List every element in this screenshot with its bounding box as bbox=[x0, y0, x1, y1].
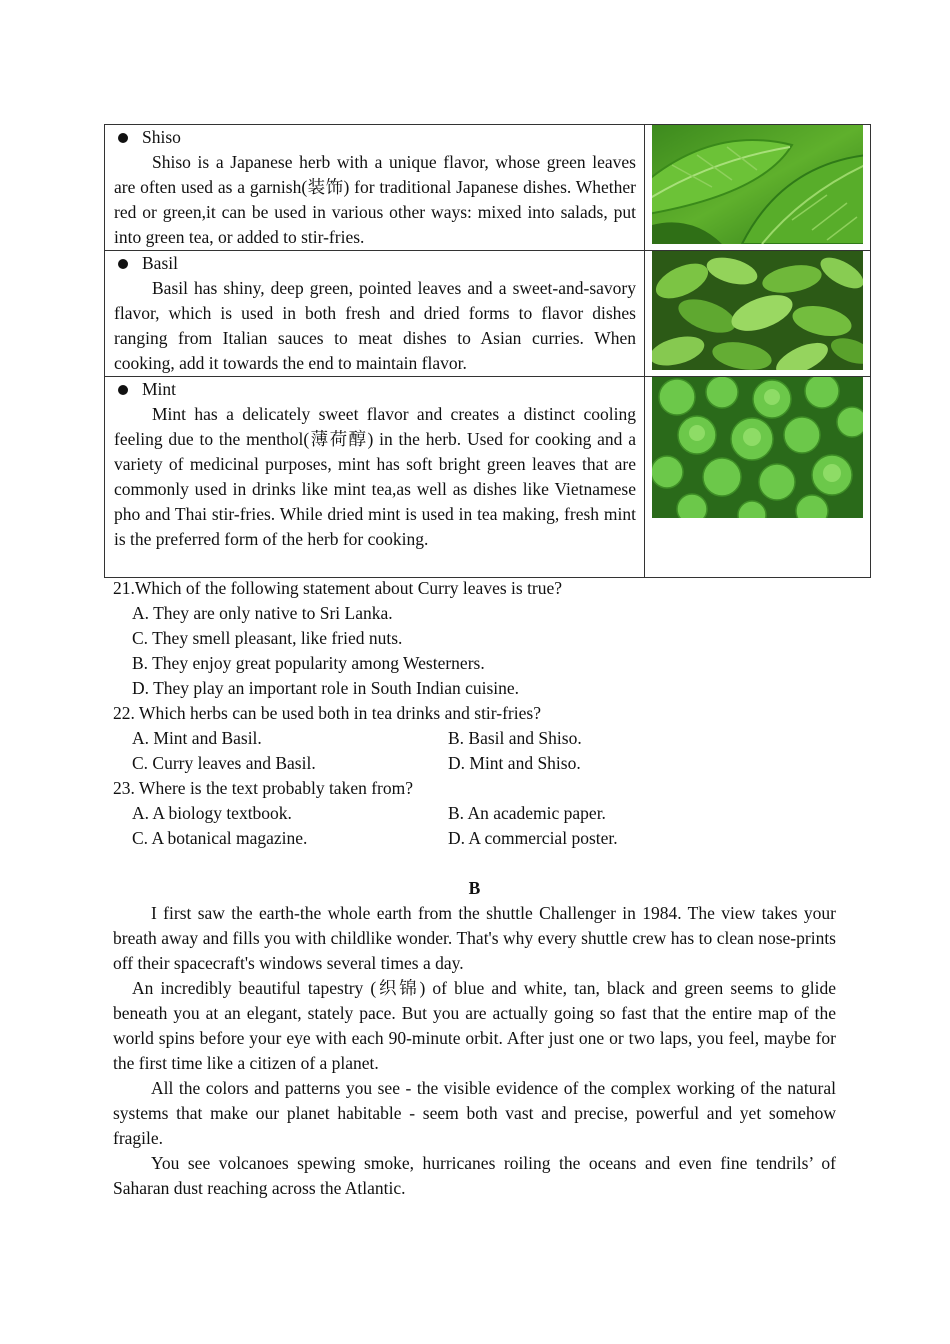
shiso-leaves-photo bbox=[652, 125, 863, 244]
herb-row-basil bbox=[105, 251, 871, 377]
bullet-icon bbox=[118, 385, 128, 395]
question-23-option-b: B. An academic paper. bbox=[448, 803, 606, 823]
section-label: B bbox=[468, 878, 481, 898]
bullet-icon bbox=[118, 133, 128, 143]
question-21-option-b: B. They enjoy great popularity among Westerners. bbox=[132, 653, 485, 673]
passage-paragraph: You see volcanoes spewing smoke, hurricanes roiling the oceans and even fine tendrils’ of Saharan dust reaching across the Atlantic. bbox=[113, 1153, 836, 1198]
herb-description: Basil has shiny, deep green, pointed leaves and a sweet-and-savory flavor, which is used in both fresh and dried forms to flavor dishes ranging from Italian sauces to meat dishes to Asian curries. When cooking, add it towards the end to maintain flavor. bbox=[114, 278, 636, 373]
herb-name: Basil bbox=[142, 253, 178, 273]
herb-table bbox=[104, 124, 871, 578]
bullet-icon bbox=[118, 259, 128, 269]
question-22-stem: 22. Which herbs can be used both in tea drinks and stir-fries? bbox=[113, 703, 541, 723]
basil-plant-photo bbox=[652, 251, 863, 370]
question-21-stem: 21.Which of the following statement about Curry leaves is true? bbox=[113, 578, 563, 598]
passage-paragraph: All the colors and patterns you see - the visible evidence of the complex working of the natural systems that make our planet habitable - seem both vast and precise, powerful and yet somehow fragile. bbox=[113, 1078, 836, 1148]
herb-description: Shiso is a Japanese herb with a unique flavor, whose green leaves are often used as a garnish(装饰) for traditional Japanese dishes. Whether red or green,it can be used in various other ways: mixed into salads, put into green tea, or added to stir-fries. bbox=[114, 152, 636, 247]
question-21-option-d: D. They play an important role in South Indian cuisine. bbox=[132, 678, 520, 698]
mint-plant-photo bbox=[652, 377, 863, 518]
questions-section bbox=[113, 576, 843, 851]
question-23-stem: 23. Where is the text probably taken from? bbox=[113, 778, 413, 798]
herb-name: Shiso bbox=[142, 127, 181, 147]
question-22-option-c: C. Curry leaves and Basil. bbox=[132, 753, 316, 773]
herb-description: Mint has a delicately sweet flavor and creates a distinct cooling feeling due to the menthol(薄荷醇) in the herb. Used for cooking and a variety of medicinal purposes, mint has soft bright green leaves that are commonly used in drinks like mint tea,as well as dishes like Vietnamese pho and Thai stir-fries. While dried mint is used in tea making, fresh mint is the preferred form of the herb for cooking. bbox=[114, 404, 636, 549]
question-23-option-c: C. A botanical magazine. bbox=[132, 828, 308, 848]
question-21-option-c: C. They smell pleasant, like fried nuts. bbox=[132, 628, 403, 648]
question-21-option-a: A. They are only native to Sri Lanka. bbox=[132, 603, 393, 623]
passage-paragraph: An incredibly beautiful tapestry (织锦) of blue and white, tan, black and green seems to glide beneath you at an elegant, stately pace. But you are actually going so fast that the entire map of the world spins before your eye with each 90-minute orbit. After just one or two laps, you feel, maybe for the first time like a citizen of a planet. bbox=[113, 978, 836, 1073]
question-22-option-d: D. Mint and Shiso. bbox=[448, 753, 581, 773]
passage-paragraph: I first saw the earth-the whole earth from the shuttle Challenger in 1984. The view takes your breath away and fills you with childlike wonder. That's why every shuttle crew has to clean nose-prints off their spacecraft's windows several times a day. bbox=[113, 903, 836, 973]
question-23-option-d: D. A commercial poster. bbox=[448, 828, 618, 848]
herb-name: Mint bbox=[142, 379, 177, 399]
passage-b bbox=[113, 876, 836, 1201]
question-22-option-b: B. Basil and Shiso. bbox=[448, 728, 582, 748]
herb-row-mint bbox=[105, 377, 871, 578]
question-22-option-a: A. Mint and Basil. bbox=[132, 728, 262, 748]
question-23-option-a: A. A biology textbook. bbox=[132, 803, 292, 823]
herb-row-shiso bbox=[105, 125, 871, 251]
